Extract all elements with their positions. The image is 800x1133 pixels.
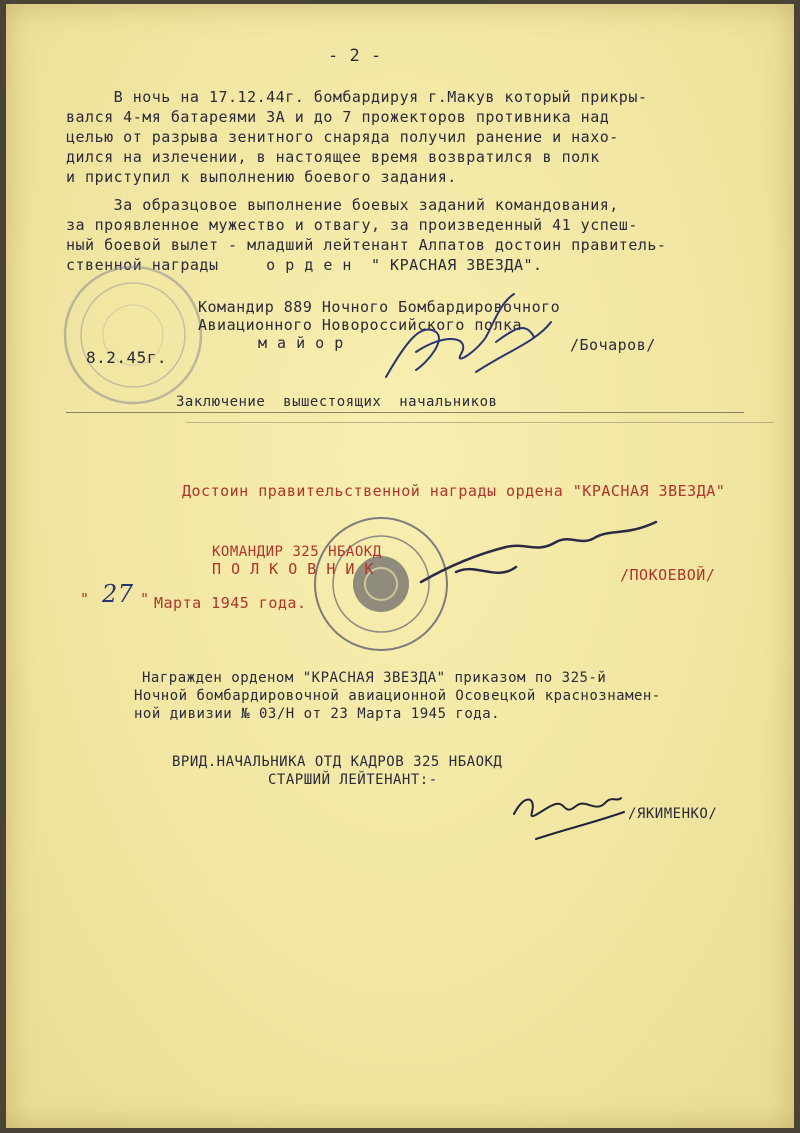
- commander-2-name: /ПОКОЕВОЙ/: [620, 566, 716, 584]
- section-divider-faint: [186, 422, 774, 423]
- date-2-quote-open: ": [80, 590, 90, 608]
- signatory-title: ВРИД.НАЧАЛЬНИКА ОТД КАДРОВ 325 НБАОКД: [172, 754, 503, 770]
- commander-1-date: 8.2.45г.: [86, 348, 168, 367]
- commander-1-title-line-1: Командир 889 Ночного Бомбардировочного: [198, 298, 561, 316]
- commander-1-signature: [376, 282, 556, 392]
- section-title: Заключение вышестоящих начальников: [176, 394, 498, 410]
- paragraph-1-line: В ночь на 17.12.44г. бомбардируя г.Макув который прикры-: [66, 88, 648, 106]
- award-order-line: Ночной бомбардировочной авиационной Осовецкой краснознамен-: [134, 688, 661, 704]
- section-divider: [66, 412, 744, 413]
- paragraph-1-line: вался 4-мя батареями ЗА и до 7 прожекторов противника над: [66, 108, 610, 126]
- commander-1-rank: м а й о р: [258, 334, 344, 352]
- commander-2-rank: П О Л К О В Н И К: [212, 560, 375, 578]
- date-2-quote-close: ": [140, 590, 150, 608]
- commander-2-signature: [416, 512, 666, 592]
- commander-1-name: /Бочаров/: [570, 336, 656, 354]
- paragraph-2-line: ственной награды о р д е н " КРАСНАЯ ЗВЕЗДА".: [66, 256, 543, 274]
- paragraph-1-line: дился на излечении, в настоящее время возвратился в полк: [66, 148, 600, 166]
- signatory-name: /ЯКИМЕНКО/: [628, 806, 718, 822]
- date-2-day: 27: [102, 580, 134, 608]
- conclusion-text: Достоин правительственной награды ордена "КРАСНАЯ ЗВЕЗДА": [182, 482, 726, 500]
- signatory-signature: [506, 784, 626, 844]
- commander-2-title: КОМАНДИР 325 НБАОКД: [212, 544, 382, 560]
- paragraph-1-line: и приступил к выполнению боевого задания.: [66, 168, 457, 186]
- paragraph-2-line: за проявленное мужество и отвагу, за произведенный 41 успеш-: [66, 216, 638, 234]
- signatory-rank: СТАРШИЙ ЛЕЙТЕНАНТ:-: [268, 772, 438, 788]
- paragraph-2-line: ный боевой вылет - младший лейтенант Алпатов достоин правитель-: [66, 236, 667, 254]
- paragraph-2-line: За образцовое выполнение боевых заданий командования,: [66, 196, 619, 214]
- document-page: [6, 4, 794, 1128]
- paragraph-1-line: целью от разрыва зенитного снаряда получил ранение и нахо-: [66, 128, 619, 146]
- award-order-line: Награжден орденом "КРАСНАЯ ЗВЕЗДА" приказом по 325-й: [142, 670, 607, 686]
- page-number: - 2 -: [328, 46, 382, 66]
- award-order-line: ной дивизии № 03/Н от 23 Марта 1945 года.: [134, 706, 501, 722]
- date-2-month-year: Марта 1945 года.: [154, 594, 307, 612]
- commander-1-title-line-2: Авиационного Новороссийского полка: [198, 316, 523, 334]
- regiment-seal-stamp: [58, 260, 208, 410]
